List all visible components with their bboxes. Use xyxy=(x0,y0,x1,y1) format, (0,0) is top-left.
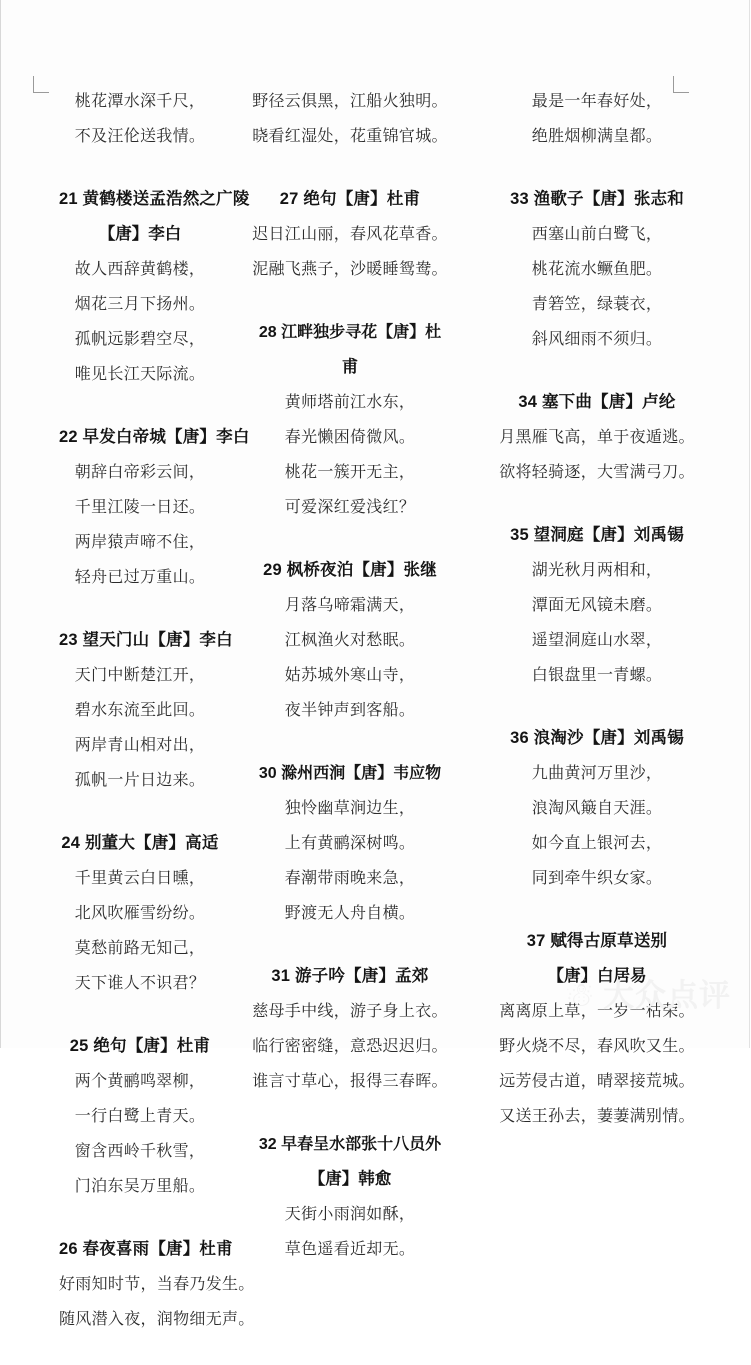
poem-line: 夜半钟声到客船。 xyxy=(284,702,416,719)
poem-line: 春光懒困倚微风。 xyxy=(284,429,416,446)
poem-line: 月落乌啼霜满天， xyxy=(284,597,416,614)
poem-line: 浪淘风簸自天涯。 xyxy=(531,800,663,817)
poem-block xyxy=(59,182,250,392)
poem-title: 34 塞下曲【唐】卢纶 xyxy=(518,393,676,411)
poem-title: 29 枫桥夜泊【唐】张继 xyxy=(263,561,437,579)
poem-line: 西塞山前白鹭飞， xyxy=(531,226,663,243)
poem-line: 湖光秋月两相和， xyxy=(531,562,663,579)
poem-line: 随风潜入夜，润物细无声。 xyxy=(59,1311,255,1328)
poem-line: 九曲黄河万里沙， xyxy=(531,765,663,782)
poem-line: 孤帆一片日边来。 xyxy=(74,772,206,789)
poem-block xyxy=(483,924,711,1134)
poem-continuation-block xyxy=(483,84,711,154)
poem-line: 两个黄鹂鸣翠柳， xyxy=(74,1073,206,1090)
poem-line: 碧水东流至此回。 xyxy=(74,702,206,719)
poem-line: 慈母手中线，游子身上衣。 xyxy=(252,1003,448,1020)
poem-block xyxy=(239,182,461,287)
poem-line: 轻舟已过万重山。 xyxy=(74,569,206,586)
poem-block xyxy=(59,826,221,1001)
poem-line: 两岸猿声啼不住， xyxy=(74,534,206,551)
poem-line: 远芳侵古道，晴翠接荒城。 xyxy=(499,1073,695,1090)
poem-line: 又送王孙去，萋萋满别情。 xyxy=(499,1108,695,1125)
poem-line: 野渡无人舟自横。 xyxy=(284,905,416,922)
dianping-person-icon: ☃ xyxy=(564,976,595,1014)
poem-title: 32 早春呈水部张十八员外 xyxy=(258,1136,442,1153)
poem-line: 春潮带雨晚来急， xyxy=(284,870,416,887)
poem-line: 迟日江山丽，春风花草香。 xyxy=(252,226,448,243)
poem-block xyxy=(239,959,461,1099)
poem-title: 28 江畔独步寻花【唐】杜 xyxy=(258,324,442,341)
poem-line: 斜风细雨不须归。 xyxy=(531,331,663,348)
poem-line: 门泊东吴万里船。 xyxy=(74,1178,206,1195)
poem-line: 江枫渔火对愁眠。 xyxy=(284,632,416,649)
poem-continuation-block xyxy=(59,84,221,154)
poem-line: 野径云俱黑，江船火独明。 xyxy=(252,93,448,110)
poem-column-1 xyxy=(1,84,255,1365)
poem-title: 31 游子吟【唐】孟郊 xyxy=(271,967,429,985)
poem-line: 唯见长江天际流。 xyxy=(74,366,206,383)
poem-block xyxy=(239,315,461,525)
poem-line: 天门中断楚江开， xyxy=(74,667,206,684)
poem-block xyxy=(239,756,461,931)
watermark-text: 大众点评 xyxy=(603,977,731,1013)
poem-line: 姑苏城外寒山寺， xyxy=(284,667,416,684)
poem-line: 白银盘里一青螺。 xyxy=(531,667,663,684)
poem-line: 朝辞白帝彩云间， xyxy=(74,464,206,481)
poem-columns xyxy=(1,84,751,1365)
poem-title: 36 浪淘沙【唐】刘禹锡 xyxy=(510,729,684,747)
poem-line: 孤帆远影碧空尽， xyxy=(74,331,206,348)
poem-block xyxy=(239,553,461,728)
poem-title: 22 早发白帝城【唐】李白 xyxy=(59,428,250,446)
poem-title: 23 望天门山【唐】李白 xyxy=(59,631,233,649)
poem-line: 离离原上草，一岁一枯荣。 xyxy=(499,1003,695,1020)
poem-line: 同到牵牛织女家。 xyxy=(531,870,663,887)
poem-line: 莫愁前路无知己， xyxy=(74,940,206,957)
poem-line: 北风吹雁雪纷纷。 xyxy=(74,905,206,922)
poem-title-continuation: 【唐】韩愈 xyxy=(308,1170,392,1188)
poem-line: 月黑雁飞高，单于夜遁逃。 xyxy=(499,429,695,446)
poem-line: 泥融飞燕子，沙暖睡鸳鸯。 xyxy=(252,261,448,278)
poem-title-continuation: 甫 xyxy=(341,358,359,376)
poem-line: 遥望洞庭山水翠， xyxy=(531,632,663,649)
poem-line: 天下谁人不识君？ xyxy=(74,975,206,992)
poem-line: 潭面无风镜未磨。 xyxy=(531,597,663,614)
poem-line: 可爱深红爱浅红？ xyxy=(284,499,416,516)
poem-line: 两岸青山相对出， xyxy=(74,737,206,754)
poem-line: 一行白鹭上青天。 xyxy=(74,1108,206,1125)
poem-title: 24 别董大【唐】高适 xyxy=(61,834,219,852)
poem-title: 26 春夜喜雨【唐】杜甫 xyxy=(59,1240,233,1258)
poem-line: 上有黄鹂深树鸣。 xyxy=(284,835,416,852)
poem-line: 窗含西岭千秋雪， xyxy=(74,1143,206,1160)
poem-line: 草色遥看近却无。 xyxy=(284,1241,416,1258)
poem-block xyxy=(59,1029,221,1204)
poem-title: 35 望洞庭【唐】刘禹锡 xyxy=(510,526,684,544)
poem-line: 千里江陵一日还。 xyxy=(74,499,206,516)
poem-line: 桃花流水鳜鱼肥。 xyxy=(531,261,663,278)
poem-title: 30 滁州西涧【唐】韦应物 xyxy=(258,765,442,782)
poem-line: 临行密密缝，意恐迟迟归。 xyxy=(252,1038,448,1055)
poem-block xyxy=(59,420,250,595)
poem-line: 故人西辞黄鹤楼， xyxy=(74,261,206,278)
poem-line: 天街小雨润如酥， xyxy=(284,1206,416,1223)
poem-block xyxy=(483,721,711,896)
poem-line: 黄师塔前江水东， xyxy=(284,394,416,411)
poem-line: 烟花三月下扬州。 xyxy=(74,296,206,313)
poem-title: 33 渔歌子【唐】张志和 xyxy=(510,190,684,208)
poem-title: 27 绝句【唐】杜甫 xyxy=(279,190,421,208)
poem-title: 37 赋得古原草送别 xyxy=(526,932,668,950)
poem-line: 晓看红湿处，花重锦官城。 xyxy=(252,128,448,145)
poem-title: 25 绝句【唐】杜甫 xyxy=(69,1037,211,1055)
poem-column-3 xyxy=(463,84,751,1162)
poem-line: 欲将轻骑逐，大雪满弓刀。 xyxy=(499,464,695,481)
poem-block xyxy=(483,518,711,693)
poem-block xyxy=(239,1127,461,1267)
poem-block xyxy=(59,1232,255,1337)
poem-line: 好雨知时节，当春乃发生。 xyxy=(59,1276,255,1293)
poem-line: 不及汪伦送我情。 xyxy=(74,128,206,145)
poem-block xyxy=(483,385,711,490)
poem-block xyxy=(483,182,711,357)
poem-title-continuation: 【唐】白居易 xyxy=(547,967,647,985)
poem-line: 绝胜烟柳满皇都。 xyxy=(531,128,663,145)
poem-title: 21 黄鹤楼送孟浩然之广陵 xyxy=(59,190,250,208)
poem-block xyxy=(59,623,233,798)
poem-line: 野火烧不尽，春风吹又生。 xyxy=(499,1038,695,1055)
poem-line: 谁言寸草心，报得三春晖。 xyxy=(252,1073,448,1090)
poem-line: 桃花潭水深千尺， xyxy=(74,93,206,110)
poem-continuation-block xyxy=(239,84,461,154)
poem-line: 如今直上银河去， xyxy=(531,835,663,852)
poem-line: 青箬笠，绿蓑衣， xyxy=(531,296,663,313)
poem-column-2 xyxy=(223,84,463,1295)
poem-line: 桃花一簇开无主， xyxy=(284,464,416,481)
poem-line: 最是一年春好处， xyxy=(531,93,663,110)
poem-title-continuation: 【唐】李白 xyxy=(98,225,182,243)
poem-line: 独怜幽草涧边生， xyxy=(284,800,416,817)
poem-line: 千里黄云白日曛， xyxy=(74,870,206,887)
